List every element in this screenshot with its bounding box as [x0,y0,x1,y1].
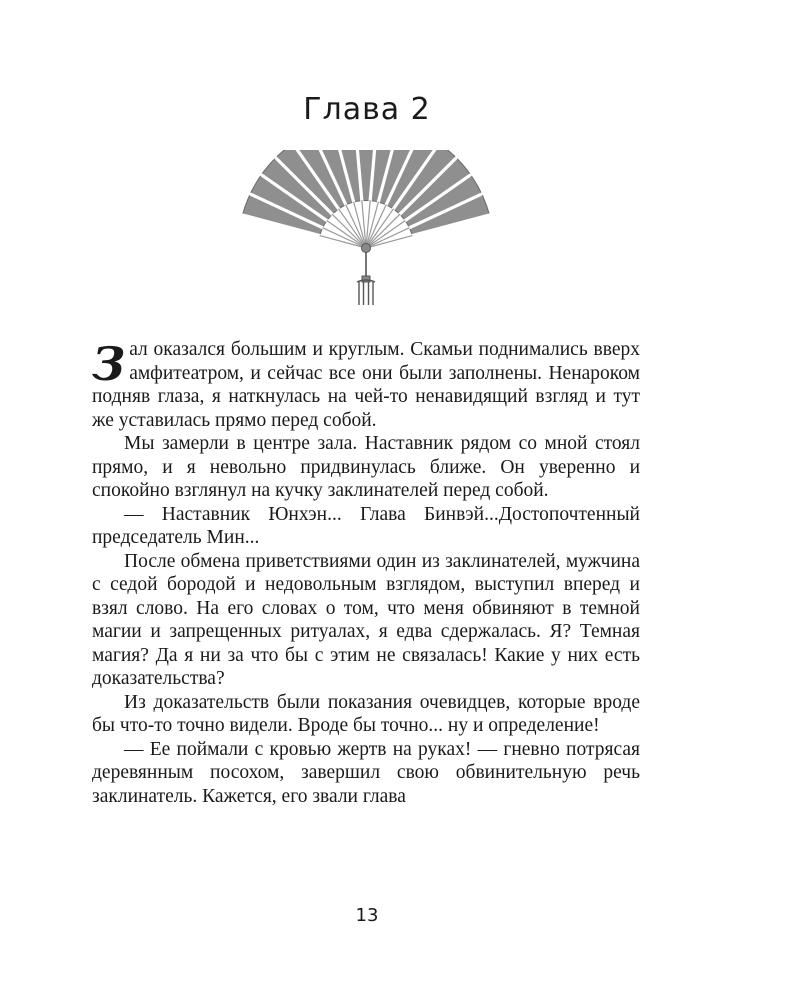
paragraph: — Ее поймали с кровью жертв на руках! — гневно потрясая деревянным посохом, завершил свою обвинительную речь заклинатель. Кажется, его звали глава [92,738,640,807]
paragraph: Мы замерли в центре зала. Наставник рядом со мной стоял прямо, и я невольно придвинулась ближе. Он уверенно и спокойно взглянул на кучку заклинателей перед собой. [92,433,640,501]
paragraph: Зал оказался большим и круглым. Скамьи поднимались вверх амфитеатром, и сейчас все они были заполнены. Ненароком подняв глаза, я наткнулась на чей-то ненавидящий взгляд и тут же уставилась прямо перед собой. [92,337,640,431]
chapter-title: Глава 2 [303,92,431,127]
page-number: 13 [355,905,379,926]
paragraph: Из доказательств были показания очевидцев, которые вроде бы что-то точно видели. Вроде бы точно... ну и определение! [92,691,640,736]
drop-cap: З [92,337,126,391]
fan-ornament-icon [238,150,494,310]
paragraph: — Наставник Юнхэн... Глава Бинвэй...Достопочтенный председатель Мин... [92,503,640,548]
chapter-text [92,338,640,808]
paragraph: После обмена приветствиями один из заклинателей, мужчина с седой бородой и недовольным взглядом, выступил вперед и взял слово. На его словах о том, что меня обвиняют в темной магии и запрещенных ритуалах, я едва сдержалась. Я? Темная магия? Да я ни за что бы с этим не связалась! Какие у них есть доказательства? [92,550,640,689]
